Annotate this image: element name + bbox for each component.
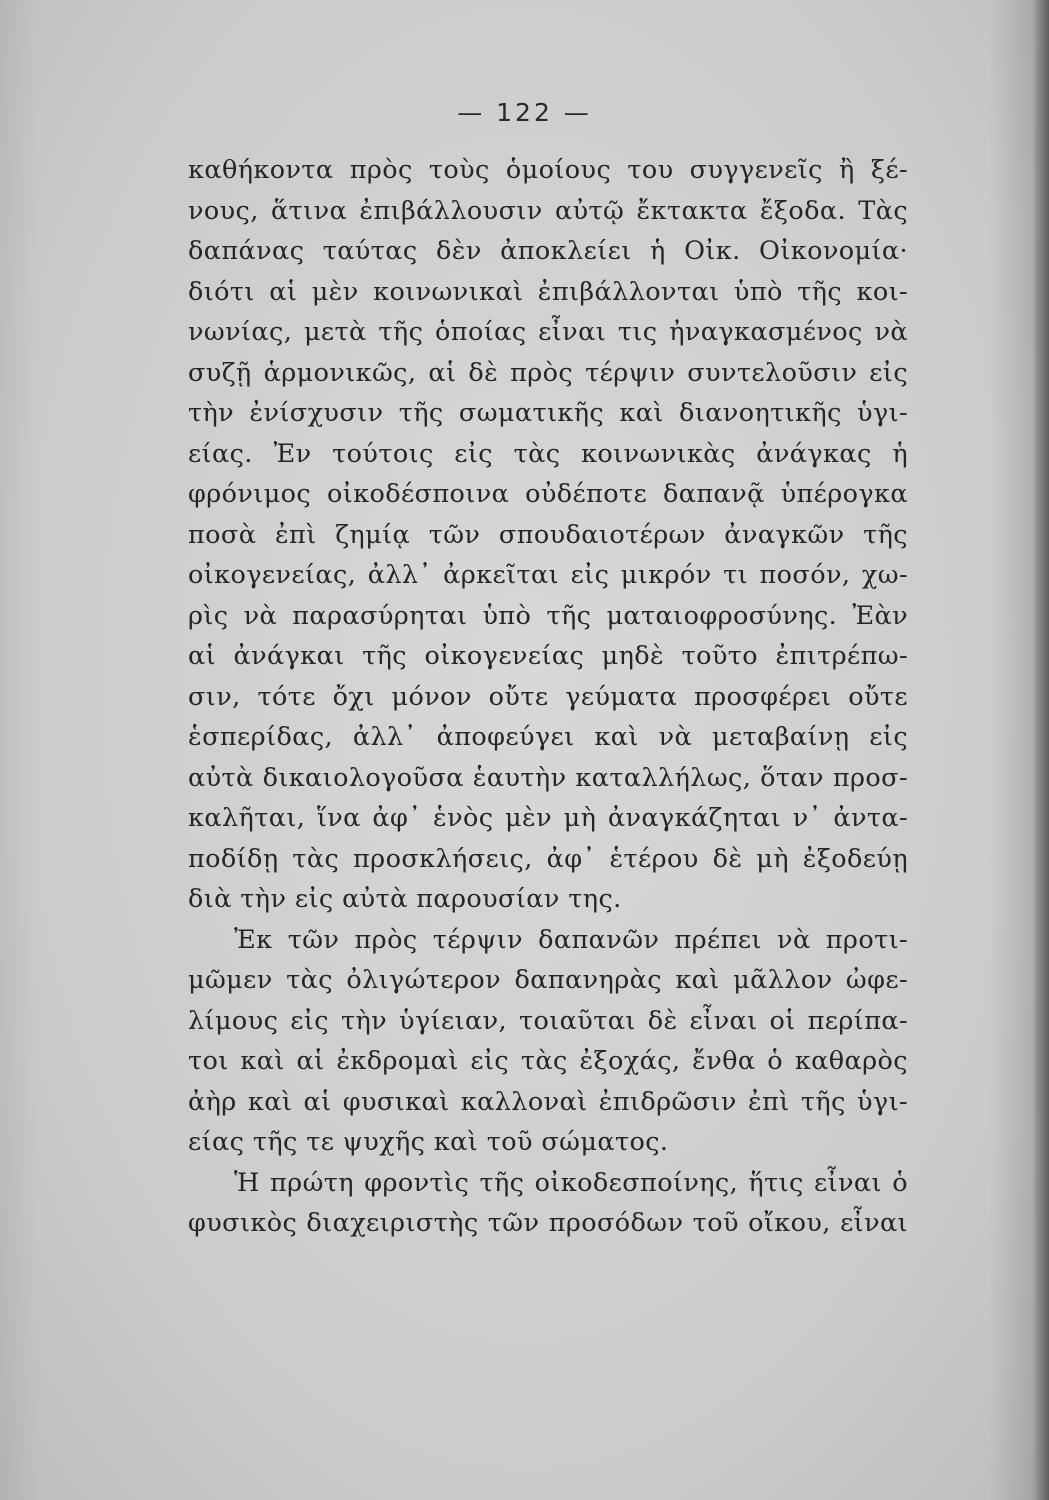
text-line: δαπάνας ταύτας δὲν ἀποκλείει ἡ Οἰκ. Οἰκονομία· [188,236,908,266]
text-line: ἀὴρ καὶ αἱ φυσικαὶ καλλοναὶ ἐπιδρῶσιν ἐπὶ τῆς ὑγι- [188,1087,908,1117]
text-line: φρόνιμος οἰκοδέσποινα οὐδέποτε δαπανᾷ ὑπέρογκα [188,479,908,509]
text-line: διότι αἱ μὲν κοινωνικαὶ ἐπιβάλλονται ὑπὸ τῆς κοι- [188,277,908,307]
text-line: φυσικὸς διαχειριστὴς τῶν προσόδων τοῦ οἴκου, εἶναι [188,1208,908,1238]
text-line: σιν, τότε ὄχι μόνον οὔτε γεύματα προσφέρει οὔτε [188,682,908,712]
text-line: ποσὰ ἐπὶ ζημίᾳ τῶν σπουδαιοτέρων ἀναγκῶν τῆς [188,520,908,550]
page-number: — 122 — [457,98,592,127]
text-line: είας. Ἐν τούτοις εἰς τὰς κοινωνικὰς ἀνάγκας ἡ [188,439,908,469]
text-line: νους, ἅτινα ἐπιβάλλουσιν αὐτῷ ἔκτακτα ἔξοδα. Τὰς [188,196,908,226]
text-line: ποδίδῃ τὰς προσκλήσεις, ἀφ᾽ ἑτέρου δὲ μὴ ἐξοδεύῃ [188,844,908,874]
text-line: τὴν ἐνίσχυσιν τῆς σωματικῆς καὶ διανοητικῆς ὑγι- [188,398,908,428]
text-line: συζῇ ἁρμονικῶς, αἱ δὲ πρὸς τέρψιν συντελοῦσιν εἰς [188,358,908,388]
text-line: καλῆται, ἵνα ἀφ᾽ ἑνὸς μὲν μὴ ἀναγκάζηται ν᾽ ἀντα- [188,803,908,833]
text-line: λίμους εἰς τὴν ὑγίειαν, τοιαῦται δὲ εἶναι οἱ περίπα- [188,1006,908,1036]
text-line: είας τῆς τε ψυχῆς καὶ τοῦ σώματος. [188,1127,669,1157]
text-line: τοι καὶ αἱ ἐκδρομαὶ εἰς τὰς ἐξοχάς, ἔνθα ὁ καθαρὸς [188,1046,908,1076]
text-line: ρὶς νὰ παρασύρηται ὑπὸ τῆς ματαιοφροσύνης. Ἐὰν [188,601,908,631]
text-line: αἱ ἀνάγκαι τῆς οἰκογενείας μηδὲ τοῦτο ἐπιτρέπω- [188,641,908,671]
text-line: Ἡ πρώτη φροντὶς τῆς οἰκοδεσποίνης, ἥτις εἶναι ὁ [234,1168,908,1198]
text-line: μῶμεν τὰς ὀλιγώτερον δαπανηρὰς καὶ μᾶλλον ὠφε- [188,965,908,995]
text-line: καθήκοντα πρὸς τοὺς ὁμοίους του συγγενεῖς ἢ ξέ- [188,155,908,185]
page-edge-shadow [1035,0,1049,1500]
text-line: ἑσπερίδας, ἀλλ᾽ ἀποφεύγει καὶ νὰ μεταβαίνῃ εἰς [188,722,908,752]
text-line: διὰ τὴν εἰς αὐτὰ παρουσίαν της. [188,884,622,914]
text-line: αὐτὰ δικαιολογοῦσα ἑαυτὴν καταλλήλως, ὅταν προσ- [188,763,908,793]
text-line: Ἐκ τῶν πρὸς τέρψιν δαπανῶν πρέπει νὰ προτι- [234,925,908,955]
text-line: οἰκογενείας, ἀλλ᾽ ἀρκεῖται εἰς μικρόν τι ποσόν, χω- [188,560,908,590]
text-line: νωνίας, μετὰ τῆς ὁποίας εἶναι τις ἠναγκασμένος νὰ [188,317,908,347]
